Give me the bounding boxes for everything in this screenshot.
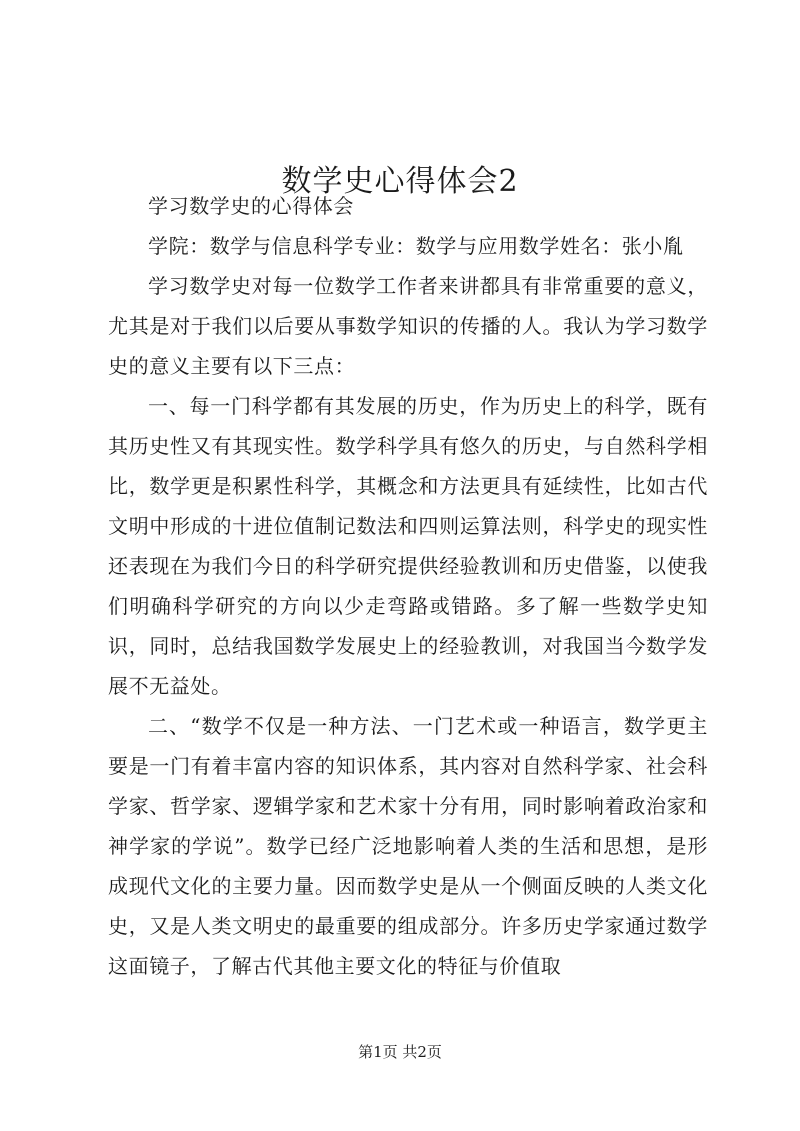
point-one-paragraph: 一、每一门科学都有其发展的历史，作为历史上的科学，既有其历史性又有其现实性。数学科学具有悠久的历史，与自然科学相比，数学更是积累性科学，其概念和方法更具有延续性，比如古代文明中形成的十进位值制记数法和四则运算法则，科学史的现实性还表现在为我们今日的科学研究提供经验教训和历史借鉴，以使我们明确科学研究的方向以少走弯路或错路。多了解一些数学史知识，同时，总结我国数学发展史上的经验教训，对我国当今数学发展不无益处。: [108, 394, 708, 698]
subtitle-paragraph: 学习数学史的心得体会: [148, 194, 354, 218]
intro-paragraph: 学习数学史对每一位数学工作者来讲都具有非常重要的意义，尤其是对于我们以后要从事数学知识的传播的人。我认为学习数学史的意义主要有以下三点：: [108, 274, 708, 378]
document-title: 数学史心得体会2: [281, 164, 519, 200]
point-two-paragraph: 二、“数学不仅是一种方法、一门艺术或一种语言，数学更主要是一门有着丰富内容的知识体系，其内容对自然科学家、社会科学家、哲学家、逻辑学家和艺术家十分有用，同时影响着政治家和神学家的学说”。数学已经广泛地影响着人类的生活和思想，是形成现代文化的主要力量。因而数学史是从一个侧面反映的人类文化史，又是人类文明史的最重要的组成部分。许多历史学家通过数学这面镜子，了解古代其他主要文化的特征与价值取: [108, 714, 708, 978]
document-body: [108, 186, 708, 986]
page-number-footer: 第1页 共2页: [358, 1043, 442, 1061]
author-info-paragraph: 学院：数学与信息科学专业：数学与应用数学姓名：张小胤: [148, 234, 684, 258]
